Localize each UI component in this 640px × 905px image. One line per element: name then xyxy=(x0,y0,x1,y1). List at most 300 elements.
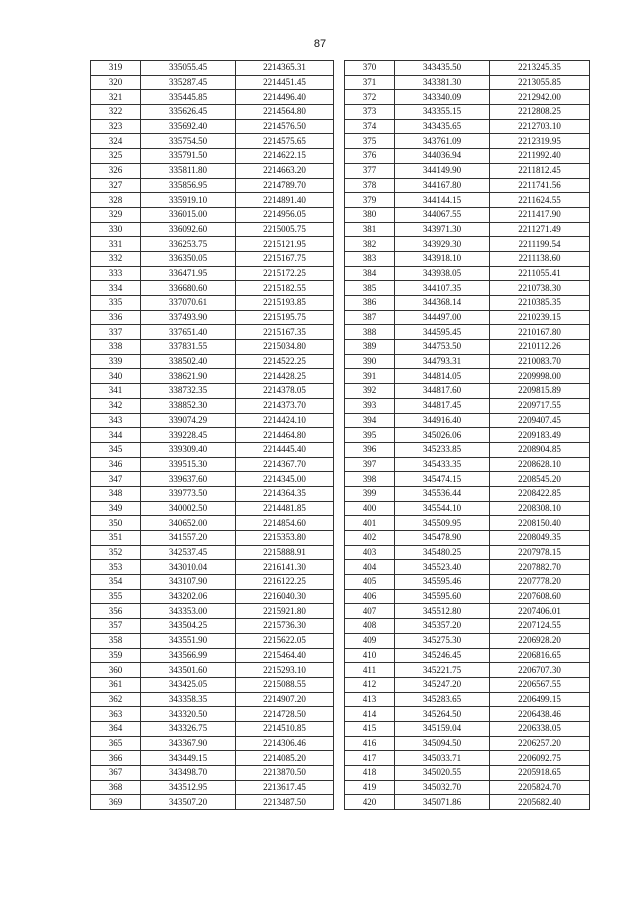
table-row xyxy=(345,692,590,707)
y-coordinate-cell: 2207882.70 xyxy=(490,560,590,575)
table-row xyxy=(345,369,590,384)
y-coordinate-cell: 2214464.80 xyxy=(236,428,334,443)
point-number-cell: 335 xyxy=(91,296,141,311)
point-number-cell: 419 xyxy=(345,780,395,795)
x-coordinate-cell: 339515.30 xyxy=(141,457,236,472)
point-number-cell: 416 xyxy=(345,736,395,751)
x-coordinate-cell: 343512.95 xyxy=(141,780,236,795)
point-number-cell: 344 xyxy=(91,428,141,443)
table-row xyxy=(91,149,334,164)
y-coordinate-cell: 2214306.46 xyxy=(236,736,334,751)
table-row xyxy=(91,398,334,413)
x-coordinate-cell: 341557.20 xyxy=(141,531,236,546)
x-coordinate-cell: 343355.15 xyxy=(395,105,490,120)
point-number-cell: 358 xyxy=(91,633,141,648)
table-row xyxy=(91,589,334,604)
point-number-cell: 348 xyxy=(91,486,141,501)
table-row xyxy=(91,354,334,369)
y-coordinate-cell: 2213617.45 xyxy=(236,780,334,795)
y-coordinate-cell: 2215921.80 xyxy=(236,604,334,619)
table-row xyxy=(345,457,590,472)
point-number-cell: 332 xyxy=(91,251,141,266)
table-row xyxy=(91,310,334,325)
point-number-cell: 338 xyxy=(91,340,141,355)
y-coordinate-cell: 2211624.55 xyxy=(490,193,590,208)
x-coordinate-cell: 337831.55 xyxy=(141,340,236,355)
y-coordinate-cell: 2214365.31 xyxy=(236,61,334,76)
x-coordinate-cell: 343971.30 xyxy=(395,222,490,237)
table-row xyxy=(345,663,590,678)
y-coordinate-cell: 2215193.85 xyxy=(236,296,334,311)
x-coordinate-cell: 344067.55 xyxy=(395,207,490,222)
table-row xyxy=(345,75,590,90)
x-coordinate-cell: 345357.20 xyxy=(395,619,490,634)
table-row xyxy=(345,501,590,516)
y-coordinate-cell: 2214345.00 xyxy=(236,472,334,487)
point-number-cell: 354 xyxy=(91,575,141,590)
table-row xyxy=(91,486,334,501)
point-number-cell: 372 xyxy=(345,90,395,105)
y-coordinate-cell: 2215167.35 xyxy=(236,325,334,340)
y-coordinate-cell: 2206707.30 xyxy=(490,663,590,678)
x-coordinate-cell: 345275.30 xyxy=(395,633,490,648)
x-coordinate-cell: 345026.06 xyxy=(395,428,490,443)
y-coordinate-cell: 2214496.40 xyxy=(236,90,334,105)
table-row xyxy=(345,61,590,76)
x-coordinate-cell: 335445.85 xyxy=(141,90,236,105)
x-coordinate-cell: 345433.35 xyxy=(395,457,490,472)
table-row xyxy=(91,163,334,178)
table-row xyxy=(91,134,334,149)
x-coordinate-cell: 342537.45 xyxy=(141,545,236,560)
x-coordinate-cell: 343340.09 xyxy=(395,90,490,105)
y-coordinate-cell: 2209815.89 xyxy=(490,384,590,399)
point-number-cell: 420 xyxy=(345,795,395,810)
y-coordinate-cell: 2215005.75 xyxy=(236,222,334,237)
x-coordinate-cell: 336350.05 xyxy=(141,251,236,266)
y-coordinate-cell: 2214367.70 xyxy=(236,457,334,472)
point-number-cell: 367 xyxy=(91,766,141,781)
table-body-right xyxy=(345,61,590,810)
y-coordinate-cell: 2205918.65 xyxy=(490,766,590,781)
point-number-cell: 381 xyxy=(345,222,395,237)
x-coordinate-cell: 345221.75 xyxy=(395,663,490,678)
table-row xyxy=(91,61,334,76)
y-coordinate-cell: 2214789.70 xyxy=(236,178,334,193)
table-row xyxy=(91,105,334,120)
table-row xyxy=(345,340,590,355)
table-row xyxy=(91,237,334,252)
x-coordinate-cell: 343358.35 xyxy=(141,692,236,707)
x-coordinate-cell: 344144.15 xyxy=(395,193,490,208)
point-number-cell: 408 xyxy=(345,619,395,634)
x-coordinate-cell: 345478.90 xyxy=(395,531,490,546)
table-row xyxy=(345,90,590,105)
x-coordinate-cell: 343435.65 xyxy=(395,119,490,134)
x-coordinate-cell: 335811.80 xyxy=(141,163,236,178)
table-row xyxy=(345,281,590,296)
table-row xyxy=(345,149,590,164)
point-number-cell: 330 xyxy=(91,222,141,237)
y-coordinate-cell: 2210167.80 xyxy=(490,325,590,340)
point-number-cell: 371 xyxy=(345,75,395,90)
point-number-cell: 398 xyxy=(345,472,395,487)
point-number-cell: 401 xyxy=(345,516,395,531)
y-coordinate-cell: 2209998.00 xyxy=(490,369,590,384)
point-number-cell: 368 xyxy=(91,780,141,795)
x-coordinate-cell: 345094.50 xyxy=(395,736,490,751)
y-coordinate-cell: 2215172.25 xyxy=(236,266,334,281)
table-row xyxy=(345,766,590,781)
x-coordinate-cell: 343381.30 xyxy=(395,75,490,90)
point-number-cell: 413 xyxy=(345,692,395,707)
x-coordinate-cell: 344817.60 xyxy=(395,384,490,399)
x-coordinate-cell: 335791.50 xyxy=(141,149,236,164)
table-row xyxy=(345,604,590,619)
table-row xyxy=(345,648,590,663)
table-row xyxy=(91,472,334,487)
y-coordinate-cell: 2214451.45 xyxy=(236,75,334,90)
table-row xyxy=(91,677,334,692)
point-number-cell: 364 xyxy=(91,721,141,736)
x-coordinate-cell: 336253.75 xyxy=(141,237,236,252)
y-coordinate-cell: 2207978.15 xyxy=(490,545,590,560)
point-number-cell: 405 xyxy=(345,575,395,590)
y-coordinate-cell: 2214622.15 xyxy=(236,149,334,164)
point-number-cell: 392 xyxy=(345,384,395,399)
point-number-cell: 362 xyxy=(91,692,141,707)
x-coordinate-cell: 343320.50 xyxy=(141,707,236,722)
y-coordinate-cell: 2215293.10 xyxy=(236,663,334,678)
table-row xyxy=(345,310,590,325)
point-number-cell: 385 xyxy=(345,281,395,296)
x-coordinate-cell: 345032.70 xyxy=(395,780,490,795)
point-number-cell: 387 xyxy=(345,310,395,325)
y-coordinate-cell: 2216141.30 xyxy=(236,560,334,575)
point-number-cell: 417 xyxy=(345,751,395,766)
x-coordinate-cell: 343449.15 xyxy=(141,751,236,766)
point-number-cell: 339 xyxy=(91,354,141,369)
x-coordinate-cell: 340652.00 xyxy=(141,516,236,531)
y-coordinate-cell: 2215464.40 xyxy=(236,648,334,663)
x-coordinate-cell: 339309.40 xyxy=(141,442,236,457)
table-row xyxy=(345,721,590,736)
table-row xyxy=(91,384,334,399)
x-coordinate-cell: 343938.05 xyxy=(395,266,490,281)
y-coordinate-cell: 2215736.30 xyxy=(236,619,334,634)
point-number-cell: 409 xyxy=(345,633,395,648)
y-coordinate-cell: 2214854.60 xyxy=(236,516,334,531)
y-coordinate-cell: 2210738.30 xyxy=(490,281,590,296)
table-row xyxy=(91,751,334,766)
point-number-cell: 356 xyxy=(91,604,141,619)
x-coordinate-cell: 338502.40 xyxy=(141,354,236,369)
y-coordinate-cell: 2211741.56 xyxy=(490,178,590,193)
x-coordinate-cell: 345595.46 xyxy=(395,575,490,590)
table-row xyxy=(345,751,590,766)
y-coordinate-cell: 2209183.49 xyxy=(490,428,590,443)
point-number-cell: 369 xyxy=(91,795,141,810)
point-number-cell: 355 xyxy=(91,589,141,604)
table-row xyxy=(91,516,334,531)
x-coordinate-cell: 345159.04 xyxy=(395,721,490,736)
table-row xyxy=(345,251,590,266)
point-number-cell: 337 xyxy=(91,325,141,340)
x-coordinate-cell: 335692.40 xyxy=(141,119,236,134)
y-coordinate-cell: 2206257.20 xyxy=(490,736,590,751)
y-coordinate-cell: 2210112.26 xyxy=(490,340,590,355)
table-row xyxy=(91,119,334,134)
point-number-cell: 320 xyxy=(91,75,141,90)
x-coordinate-cell: 343010.04 xyxy=(141,560,236,575)
point-number-cell: 374 xyxy=(345,119,395,134)
table-row xyxy=(91,780,334,795)
y-coordinate-cell: 2208422.85 xyxy=(490,486,590,501)
table-row xyxy=(345,531,590,546)
point-number-cell: 342 xyxy=(91,398,141,413)
table-row xyxy=(345,795,590,810)
y-coordinate-cell: 2212808.25 xyxy=(490,105,590,120)
point-number-cell: 350 xyxy=(91,516,141,531)
y-coordinate-cell: 2215034.80 xyxy=(236,340,334,355)
table-row xyxy=(345,619,590,634)
x-coordinate-cell: 335919.10 xyxy=(141,193,236,208)
x-coordinate-cell: 343202.06 xyxy=(141,589,236,604)
table-row xyxy=(91,428,334,443)
table-row xyxy=(345,677,590,692)
y-coordinate-cell: 2207406.01 xyxy=(490,604,590,619)
point-number-cell: 376 xyxy=(345,149,395,164)
y-coordinate-cell: 2208628.10 xyxy=(490,457,590,472)
y-coordinate-cell: 2211812.45 xyxy=(490,163,590,178)
table-row xyxy=(345,222,590,237)
y-coordinate-cell: 2207124.55 xyxy=(490,619,590,634)
x-coordinate-cell: 335287.45 xyxy=(141,75,236,90)
point-number-cell: 384 xyxy=(345,266,395,281)
point-number-cell: 394 xyxy=(345,413,395,428)
table-row xyxy=(91,193,334,208)
point-number-cell: 341 xyxy=(91,384,141,399)
y-coordinate-cell: 2207778.20 xyxy=(490,575,590,590)
point-number-cell: 329 xyxy=(91,207,141,222)
table-row xyxy=(91,633,334,648)
point-number-cell: 346 xyxy=(91,457,141,472)
x-coordinate-cell: 345233.85 xyxy=(395,442,490,457)
table-row xyxy=(345,105,590,120)
point-number-cell: 325 xyxy=(91,149,141,164)
y-coordinate-cell: 2211992.40 xyxy=(490,149,590,164)
y-coordinate-cell: 2214891.40 xyxy=(236,193,334,208)
table-row xyxy=(345,325,590,340)
point-number-cell: 400 xyxy=(345,501,395,516)
y-coordinate-cell: 2208150.40 xyxy=(490,516,590,531)
y-coordinate-cell: 2206338.05 xyxy=(490,721,590,736)
table-row xyxy=(345,442,590,457)
point-number-cell: 353 xyxy=(91,560,141,575)
point-number-cell: 386 xyxy=(345,296,395,311)
y-coordinate-cell: 2212319.95 xyxy=(490,134,590,149)
point-number-cell: 345 xyxy=(91,442,141,457)
table-row xyxy=(91,90,334,105)
x-coordinate-cell: 345595.60 xyxy=(395,589,490,604)
table-row xyxy=(345,707,590,722)
x-coordinate-cell: 345246.45 xyxy=(395,648,490,663)
y-coordinate-cell: 2211138.60 xyxy=(490,251,590,266)
table-row xyxy=(91,619,334,634)
y-coordinate-cell: 2208308.10 xyxy=(490,501,590,516)
table-row xyxy=(345,472,590,487)
point-number-cell: 363 xyxy=(91,707,141,722)
x-coordinate-cell: 345536.44 xyxy=(395,486,490,501)
y-coordinate-cell: 2215888.91 xyxy=(236,545,334,560)
x-coordinate-cell: 339074.29 xyxy=(141,413,236,428)
point-number-cell: 322 xyxy=(91,105,141,120)
coordinates-table-right xyxy=(344,60,590,810)
y-coordinate-cell: 2216040.30 xyxy=(236,589,334,604)
point-number-cell: 352 xyxy=(91,545,141,560)
table-row xyxy=(345,134,590,149)
point-number-cell: 321 xyxy=(91,90,141,105)
table-row xyxy=(345,560,590,575)
x-coordinate-cell: 343507.20 xyxy=(141,795,236,810)
y-coordinate-cell: 2214378.05 xyxy=(236,384,334,399)
point-number-cell: 402 xyxy=(345,531,395,546)
table-row xyxy=(91,707,334,722)
x-coordinate-cell: 344107.35 xyxy=(395,281,490,296)
point-number-cell: 347 xyxy=(91,472,141,487)
point-number-cell: 415 xyxy=(345,721,395,736)
point-number-cell: 331 xyxy=(91,237,141,252)
x-coordinate-cell: 338852.30 xyxy=(141,398,236,413)
point-number-cell: 403 xyxy=(345,545,395,560)
y-coordinate-cell: 2214956.05 xyxy=(236,207,334,222)
x-coordinate-cell: 345071.86 xyxy=(395,795,490,810)
x-coordinate-cell: 345033.71 xyxy=(395,751,490,766)
x-coordinate-cell: 343918.10 xyxy=(395,251,490,266)
x-coordinate-cell: 345480.25 xyxy=(395,545,490,560)
point-number-cell: 360 xyxy=(91,663,141,678)
x-coordinate-cell: 343107.90 xyxy=(141,575,236,590)
y-coordinate-cell: 2213487.50 xyxy=(236,795,334,810)
x-coordinate-cell: 343501.60 xyxy=(141,663,236,678)
point-number-cell: 323 xyxy=(91,119,141,134)
y-coordinate-cell: 2212703.10 xyxy=(490,119,590,134)
point-number-cell: 397 xyxy=(345,457,395,472)
table-row xyxy=(91,795,334,810)
point-number-cell: 375 xyxy=(345,134,395,149)
table-row xyxy=(91,531,334,546)
x-coordinate-cell: 343761.09 xyxy=(395,134,490,149)
y-coordinate-cell: 2214663.20 xyxy=(236,163,334,178)
x-coordinate-cell: 336092.60 xyxy=(141,222,236,237)
point-number-cell: 383 xyxy=(345,251,395,266)
x-coordinate-cell: 343929.30 xyxy=(395,237,490,252)
y-coordinate-cell: 2215353.80 xyxy=(236,531,334,546)
x-coordinate-cell: 345247.20 xyxy=(395,677,490,692)
x-coordinate-cell: 344167.80 xyxy=(395,178,490,193)
point-number-cell: 418 xyxy=(345,766,395,781)
x-coordinate-cell: 344814.05 xyxy=(395,369,490,384)
table-row xyxy=(345,633,590,648)
y-coordinate-cell: 2205682.40 xyxy=(490,795,590,810)
y-coordinate-cell: 2214364.35 xyxy=(236,486,334,501)
y-coordinate-cell: 2206092.75 xyxy=(490,751,590,766)
x-coordinate-cell: 345264.50 xyxy=(395,707,490,722)
table-row xyxy=(91,736,334,751)
point-number-cell: 328 xyxy=(91,193,141,208)
table-row xyxy=(345,589,590,604)
table-row xyxy=(345,178,590,193)
table-row xyxy=(91,442,334,457)
y-coordinate-cell: 2214575.65 xyxy=(236,134,334,149)
y-coordinate-cell: 2206438.46 xyxy=(490,707,590,722)
table-row xyxy=(345,516,590,531)
x-coordinate-cell: 343326.75 xyxy=(141,721,236,736)
x-coordinate-cell: 343353.00 xyxy=(141,604,236,619)
x-coordinate-cell: 345509.95 xyxy=(395,516,490,531)
y-coordinate-cell: 2211417.90 xyxy=(490,207,590,222)
page-number: 87 xyxy=(313,38,327,50)
point-number-cell: 324 xyxy=(91,134,141,149)
table-row xyxy=(345,119,590,134)
point-number-cell: 351 xyxy=(91,531,141,546)
y-coordinate-cell: 2208049.35 xyxy=(490,531,590,546)
table-row xyxy=(345,780,590,795)
y-coordinate-cell: 2215121.95 xyxy=(236,237,334,252)
table-row xyxy=(345,207,590,222)
point-number-cell: 319 xyxy=(91,61,141,76)
point-number-cell: 365 xyxy=(91,736,141,751)
x-coordinate-cell: 338621.90 xyxy=(141,369,236,384)
x-coordinate-cell: 335055.45 xyxy=(141,61,236,76)
point-number-cell: 406 xyxy=(345,589,395,604)
point-number-cell: 414 xyxy=(345,707,395,722)
x-coordinate-cell: 339637.60 xyxy=(141,472,236,487)
y-coordinate-cell: 2206928.20 xyxy=(490,633,590,648)
x-coordinate-cell: 344368.14 xyxy=(395,296,490,311)
x-coordinate-cell: 344817.45 xyxy=(395,398,490,413)
x-coordinate-cell: 344595.45 xyxy=(395,325,490,340)
point-number-cell: 373 xyxy=(345,105,395,120)
x-coordinate-cell: 344149.90 xyxy=(395,163,490,178)
x-coordinate-cell: 335856.95 xyxy=(141,178,236,193)
x-coordinate-cell: 343435.50 xyxy=(395,61,490,76)
y-coordinate-cell: 2207608.60 xyxy=(490,589,590,604)
y-coordinate-cell: 2216122.25 xyxy=(236,575,334,590)
table-row xyxy=(345,398,590,413)
y-coordinate-cell: 2206816.65 xyxy=(490,648,590,663)
point-number-cell: 393 xyxy=(345,398,395,413)
point-number-cell: 407 xyxy=(345,604,395,619)
table-row xyxy=(91,648,334,663)
table-row xyxy=(91,501,334,516)
x-coordinate-cell: 343566.99 xyxy=(141,648,236,663)
point-number-cell: 411 xyxy=(345,663,395,678)
table-row xyxy=(345,193,590,208)
table-row xyxy=(91,340,334,355)
point-number-cell: 361 xyxy=(91,677,141,692)
table-row xyxy=(91,251,334,266)
point-number-cell: 412 xyxy=(345,677,395,692)
y-coordinate-cell: 2214373.70 xyxy=(236,398,334,413)
x-coordinate-cell: 338732.35 xyxy=(141,384,236,399)
x-coordinate-cell: 344793.31 xyxy=(395,354,490,369)
point-number-cell: 404 xyxy=(345,560,395,575)
x-coordinate-cell: 345523.40 xyxy=(395,560,490,575)
table-row xyxy=(91,663,334,678)
y-coordinate-cell: 2213870.50 xyxy=(236,766,334,781)
table-row xyxy=(91,369,334,384)
